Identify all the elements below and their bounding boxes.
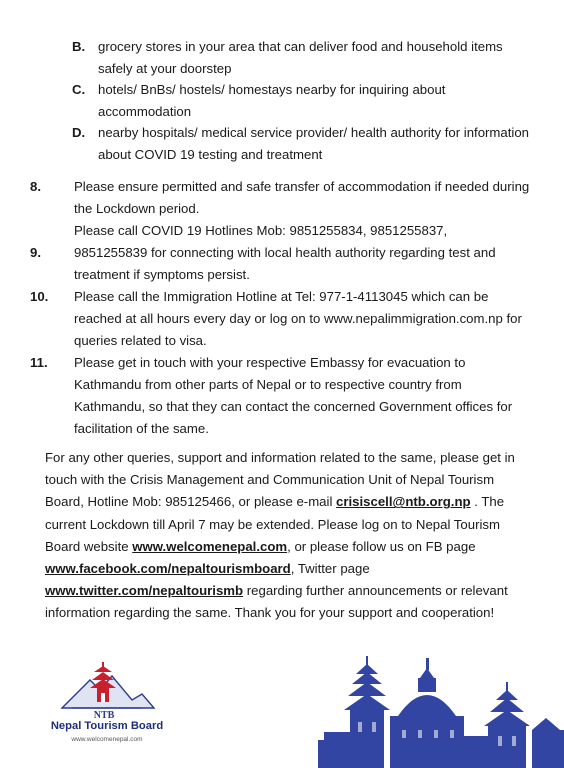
list-number: 11. <box>30 355 48 370</box>
paragraph-text: . The current Lockdown till April 7 may be extended. Please log on to Nepal Tourism Board website <box>45 494 505 554</box>
list-text: 9851255839 for connecting with local health authority regarding test and treatment if symptoms persist. <box>74 245 496 282</box>
list-marker: D. <box>72 125 86 140</box>
sub-list <box>72 36 532 165</box>
website-link[interactable]: www.welcomenepal.com <box>132 538 288 554</box>
list-text: hotels/ BnBs/ hostels/ homestays nearby for inquiring about accommodation <box>98 82 446 119</box>
twitter-link[interactable]: www.twitter.com/nepaltourismb <box>45 583 244 599</box>
facebook-link[interactable]: www.facebook.com/nepaltourismboard <box>45 561 291 577</box>
list-item <box>30 286 530 352</box>
list-marker: B. <box>72 39 86 54</box>
paragraph-text: , Twitter page <box>290 561 370 577</box>
list-number: 10. <box>30 289 49 304</box>
logo-name: Nepal Tourism Board <box>50 720 164 732</box>
list-text: Please call the Immigration Hotline at Tel: 977-1-4113045 which can be reached at all hours every day or log on to www.nepalimmigration.com.np for queries related to visa. <box>74 289 522 348</box>
list-text: Please get in touch with your respective Embassy for evacuation to Kathmandu from other parts of Nepal or to respective country from Kathmandu, so that they can contact the concerned Government offices for facilitation of the same. <box>74 355 513 436</box>
list-text: Please call COVID 19 Hotlines Mob: 9851255834, 9851255837, <box>74 223 448 238</box>
logo-url: www.welcomenepal.com <box>71 736 143 743</box>
list-marker: C. <box>72 82 86 97</box>
email-link[interactable]: crisiscell@ntb.org.np <box>336 494 471 510</box>
paragraph-text: regarding further announcements or relevant information regarding the same. Thank you for your support and cooperation! <box>45 583 508 621</box>
pagoda-mountain-icon <box>42 658 172 720</box>
list-text: grocery stores in your area that can deliver food and household items safely at your doorstep <box>98 39 503 76</box>
list-text: nearby hospitals/ medical service provider/ health authority for information about COVID 19 testing and treatment <box>98 125 530 162</box>
list-item <box>72 36 532 79</box>
svg-text:NTB: NTB <box>93 710 115 720</box>
ntb-logo <box>42 658 192 748</box>
numbered-list <box>30 176 530 440</box>
closing-paragraph <box>45 447 535 625</box>
list-item <box>72 79 532 122</box>
list-item <box>30 176 530 220</box>
list-number: 8. <box>30 179 41 194</box>
paragraph-text: , or please follow us on FB page <box>287 538 476 554</box>
temple-skyline-illustration <box>318 652 564 768</box>
list-item <box>30 352 530 440</box>
list-item-pre <box>30 220 530 242</box>
list-item <box>72 122 532 165</box>
paragraph-text: For any other queries, support and information related to the same, please get in touch with the Crisis Management and Communication Unit of Nepal Tourism Board, Hotline Mob: 985125466, or please e-mail <box>45 450 515 510</box>
list-item <box>30 242 530 286</box>
list-number: 9. <box>30 245 41 260</box>
list-text: Please ensure permitted and safe transfer of accommodation if needed during the Lockdown period. <box>74 179 530 216</box>
